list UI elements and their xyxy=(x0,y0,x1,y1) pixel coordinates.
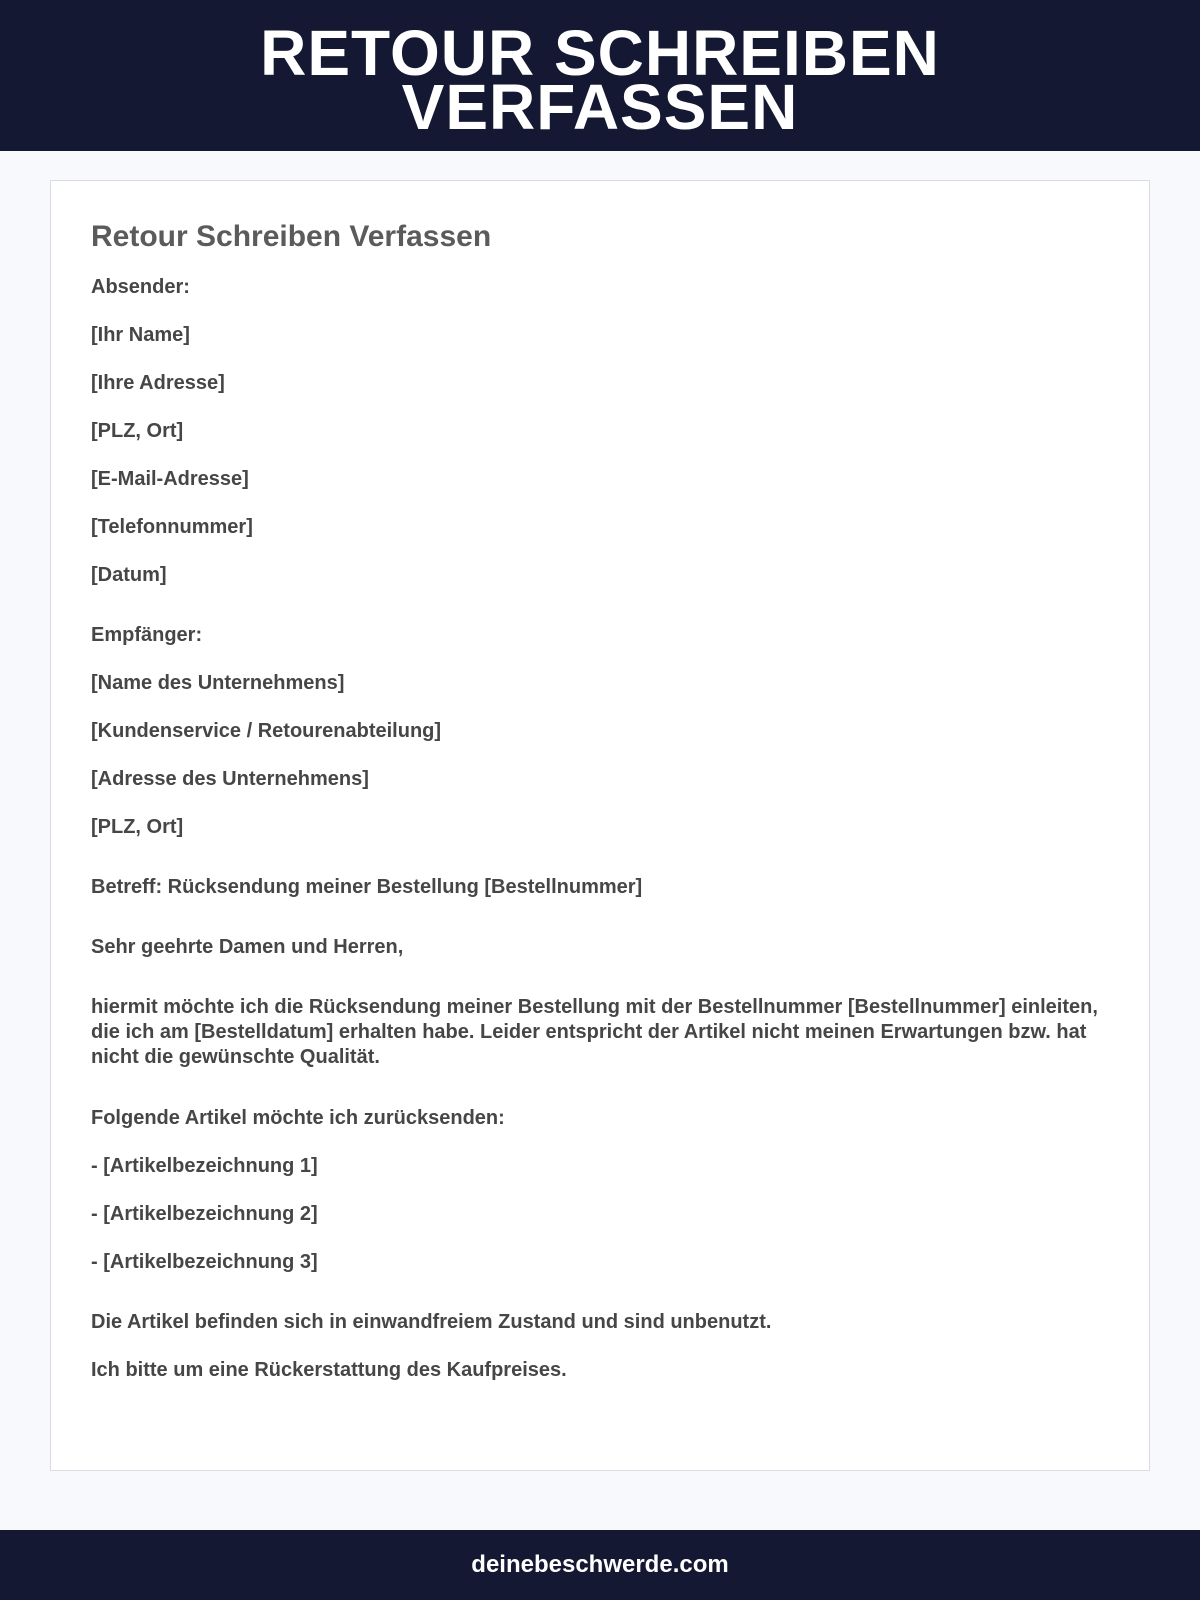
list-item: - [Artikelbezeichnung 2] xyxy=(91,1203,318,1225)
header-title-line-2: VERFASSEN xyxy=(401,71,799,143)
recipient-city: [PLZ, Ort] xyxy=(91,816,184,838)
items-intro: Folgende Artikel möchte ich zurücksenden: xyxy=(91,1107,505,1129)
letter-intro: hiermit möchte ich die Rücksendung meiner Bestellung mit der Bestellnummer [Bestellnummer] einleiten, die ich am [Bestelldatum] erhalten habe. Leider entspricht der Artikel nicht meinen Erwartungen bzw. hat nicht die gewünschte Qualität. xyxy=(91,996,1098,1068)
page-footer xyxy=(0,1530,1200,1600)
sender-block xyxy=(91,275,1109,587)
footer-site: deinebeschwerde.com xyxy=(471,1551,729,1578)
letter-salutation: Sehr geehrte Damen und Herren, xyxy=(91,936,404,958)
sender-label: Absender: xyxy=(91,276,190,298)
letter-card xyxy=(50,180,1150,1471)
header-title xyxy=(0,17,1200,143)
letter-request: Ich bitte um eine Rückerstattung des Kaufpreises. xyxy=(91,1359,567,1381)
page-header xyxy=(0,0,1200,151)
sender-name: [Ihr Name] xyxy=(91,324,190,346)
letter-subject: Betreff: Rücksendung meiner Bestellung [Bestellnummer] xyxy=(91,876,643,898)
letter-condition: Die Artikel befinden sich in einwandfreiem Zustand und sind unbenutzt. xyxy=(91,1311,772,1333)
recipient-address: [Adresse des Unternehmens] xyxy=(91,768,369,790)
list-item: - [Artikelbezeichnung 1] xyxy=(91,1155,318,1177)
recipient-block xyxy=(91,623,1109,839)
sender-phone: [Telefonnummer] xyxy=(91,516,253,538)
header-title-line-1: RETOUR SCHREIBEN xyxy=(260,17,940,89)
sender-address: [Ihre Adresse] xyxy=(91,372,225,394)
list-item: - [Artikelbezeichnung 3] xyxy=(91,1251,318,1273)
letter-title: Retour Schreiben Verfassen xyxy=(91,220,492,253)
recipient-company: [Name des Unternehmens] xyxy=(91,672,345,694)
sender-date: [Datum] xyxy=(91,564,167,586)
recipient-label: Empfänger: xyxy=(91,624,203,646)
items-block xyxy=(91,1106,1109,1274)
recipient-department: [Kundenservice / Retourenabteilung] xyxy=(91,720,442,742)
sender-email: [E-Mail-Adresse] xyxy=(91,468,249,490)
sender-city: [PLZ, Ort] xyxy=(91,420,184,442)
